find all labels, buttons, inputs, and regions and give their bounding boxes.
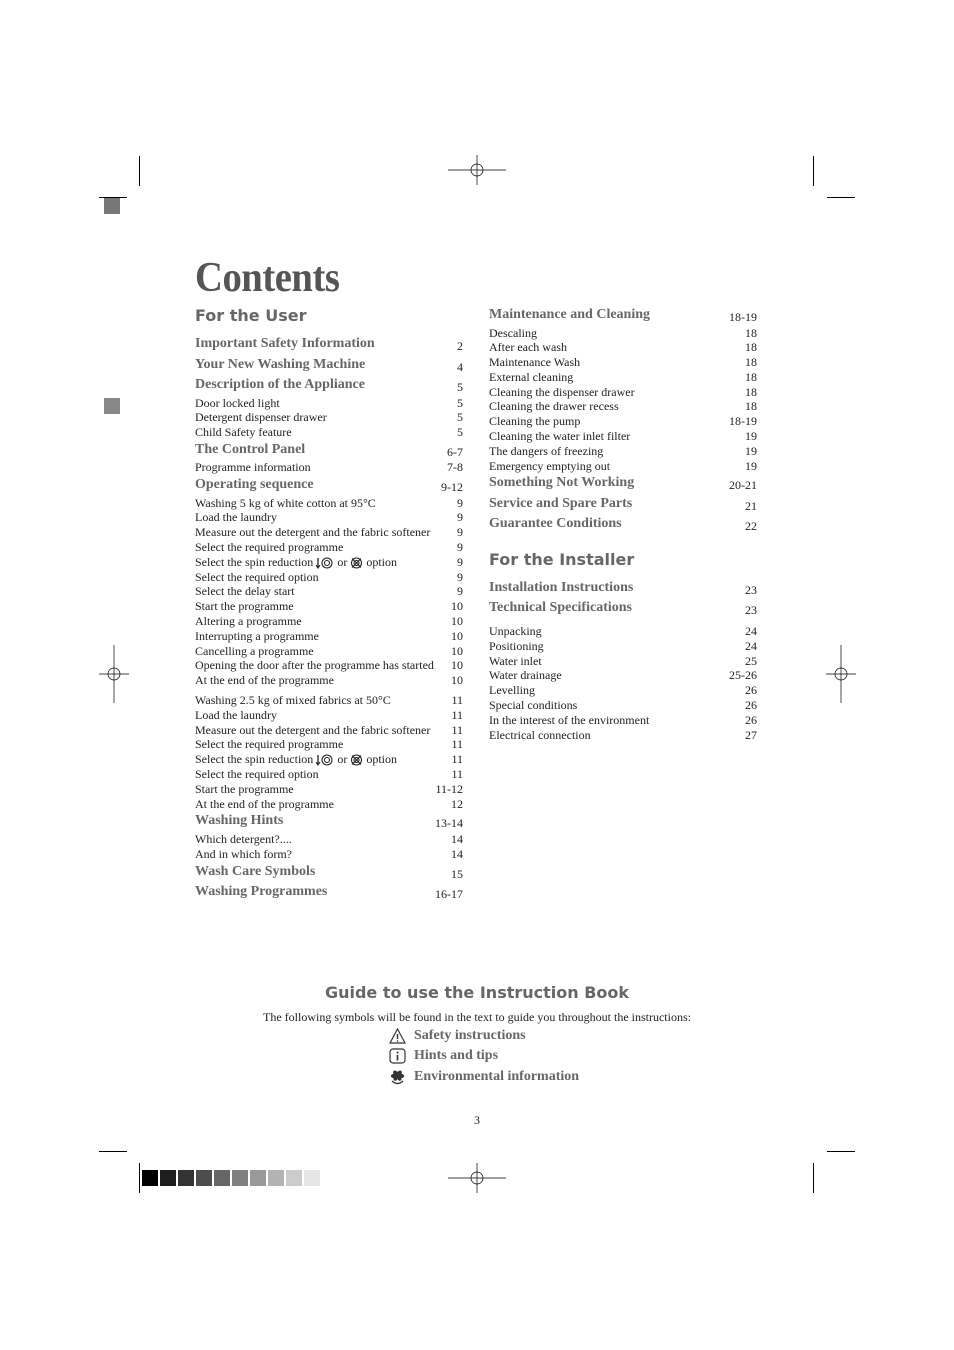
toc-page-number: 10	[451, 599, 463, 614]
toc-heading-entry	[489, 305, 757, 326]
toc-entry-title: Unpacking	[489, 623, 542, 638]
toc-page-number: 22	[745, 519, 757, 534]
registration-mark-icon	[448, 1163, 506, 1193]
toc-entry-title: External cleaning	[489, 369, 574, 384]
toc-entry-title: Washing 5 kg of white cotton at 95°C	[195, 495, 376, 510]
toc-entry-title: Measure out the detergent and the fabric softener	[195, 525, 431, 540]
toc-entry-title: Something Not Working	[489, 475, 635, 491]
toc-entry-title: Special conditions	[489, 697, 578, 712]
guide-subtitle: The following symbols will be found in the text to guide you throughout the instructions:	[263, 1010, 691, 1024]
toc-entry-title: Water inlet	[489, 653, 542, 668]
toc-entry	[489, 668, 757, 683]
toc-heading-entry	[489, 473, 757, 494]
toc-heading-entry	[489, 494, 757, 515]
color-swatch	[160, 1170, 176, 1186]
crop-mark	[99, 1151, 127, 1152]
legend-safety	[389, 1028, 526, 1044]
guide-title: Guide to use the Instruction Book	[324, 983, 630, 1002]
toc-page-number: 10	[451, 673, 463, 688]
toc-entry	[195, 629, 463, 644]
toc-page-number: 11	[451, 737, 463, 752]
toc-entry-title: And in which form?	[195, 846, 292, 861]
toc-entry-title: Opening the door after the programme has started	[195, 658, 434, 673]
toc-entry	[195, 525, 463, 540]
toc-entry-title: Child Safety feature	[195, 425, 292, 440]
toc-page-number: 7-8	[447, 460, 463, 475]
toc-entry-title: Washing 2.5 kg of mixed fabrics at 50°C	[195, 693, 391, 708]
toc-page-number: 5	[457, 410, 463, 425]
color-swatch	[232, 1170, 248, 1186]
toc-page-number: 2	[457, 339, 463, 353]
spin-suffix: option	[366, 752, 397, 767]
toc-entry	[195, 658, 463, 673]
legend-label: Environmental information	[414, 1069, 580, 1085]
toc-heading-entry	[195, 355, 463, 376]
toc-page-number: 9	[457, 554, 463, 569]
toc-entry-title: Cleaning the pump	[489, 414, 581, 429]
toc-entry-title: Load the laundry	[195, 510, 277, 525]
toc-entry	[489, 459, 757, 474]
spin-option-symbols	[313, 555, 397, 569]
toc-page-number: 18-19	[729, 414, 757, 429]
toc-page-number: 14	[451, 831, 463, 846]
toc-page-number: 18	[745, 340, 757, 355]
toc-heading-entry	[195, 475, 463, 496]
toc-entry	[195, 555, 463, 570]
toc-page-number: 18	[745, 384, 757, 399]
registration-mark-icon	[99, 645, 129, 703]
toc-page-number: 19	[745, 429, 757, 444]
toc-entry-title: Levelling	[489, 683, 535, 698]
grey-square-marker	[104, 198, 120, 214]
toc-entry	[195, 425, 463, 440]
color-swatch	[286, 1170, 302, 1186]
toc-page-number: 10	[451, 614, 463, 629]
toc-entry-title: Cleaning the water inlet filter	[489, 429, 631, 444]
toc-entry	[489, 429, 757, 444]
legend-hints	[389, 1048, 498, 1064]
warning-triangle-icon	[389, 1028, 406, 1044]
toc-entry	[489, 399, 757, 414]
environment-flower-icon	[389, 1069, 406, 1085]
no-spin-icon	[350, 557, 363, 569]
crop-mark	[139, 1163, 140, 1193]
toc-page-number: 9	[457, 510, 463, 525]
toc-page-number: 18	[745, 325, 757, 340]
toc-heading-entry	[489, 514, 757, 535]
toc-entry	[195, 752, 463, 767]
toc-entry-title: Washing Programmes	[195, 884, 328, 900]
toc-entry	[489, 713, 757, 728]
toc-entry-title: Interrupting a programme	[195, 628, 319, 643]
toc-entry-title: Measure out the detergent and the fabric softener	[195, 722, 431, 737]
registration-mark-icon	[826, 645, 856, 703]
toc-page-number: 19	[745, 443, 757, 458]
toc-entry-title: Cancelling a programme	[195, 643, 314, 658]
no-spin-icon	[350, 754, 363, 766]
color-swatch	[304, 1170, 320, 1186]
color-swatch	[214, 1170, 230, 1186]
spin-suffix: option	[366, 554, 397, 569]
spin-reduction-icon	[316, 557, 334, 569]
toc-page-number: 26	[745, 683, 757, 698]
toc-page-number: 13-14	[435, 816, 463, 831]
toc-heading-entry	[195, 882, 463, 903]
toc-list-installer	[489, 578, 757, 742]
toc-heading-entry	[195, 375, 463, 396]
toc-entry-title: After each wash	[489, 340, 567, 355]
toc-page-number: 6-7	[447, 444, 463, 459]
toc-entry	[195, 570, 463, 585]
toc-page-number: 11	[451, 693, 463, 708]
crop-mark	[827, 197, 855, 198]
toc-entry-title: Cleaning the drawer recess	[489, 399, 619, 414]
toc-page-number: 9	[457, 540, 463, 555]
toc-entry-title: Altering a programme	[195, 614, 302, 629]
toc-page-number: 16-17	[435, 887, 463, 902]
toc-entry	[195, 673, 463, 688]
crop-mark	[139, 156, 140, 186]
toc-page-number: 14	[451, 846, 463, 861]
section-heading-user: For the User	[195, 306, 307, 325]
toc-page-number: 25-26	[729, 668, 757, 683]
toc-entry	[489, 683, 757, 698]
toc-entry-title: Emergency emptying out	[489, 458, 611, 473]
toc-entry	[489, 370, 757, 385]
toc-entry	[195, 396, 463, 411]
toc-page-number: 10	[451, 628, 463, 643]
toc-page-number: 9-12	[441, 480, 463, 495]
crop-mark	[827, 1151, 855, 1152]
toc-page-number: 5	[457, 425, 463, 440]
toc-entry-title: At the end of the programme	[195, 796, 334, 811]
toc-page-number: 11-12	[435, 781, 463, 796]
toc-entry-title: Electrical connection	[489, 727, 591, 742]
toc-entry-title: Service and Spare Parts	[489, 495, 633, 511]
toc-entry-title: Important Safety Information	[195, 336, 375, 351]
toc-entry-title: Maintenance Wash	[489, 355, 581, 370]
toc-entry	[195, 540, 463, 555]
toc-heading-entry	[489, 578, 757, 599]
toc-entry-title: Installation Instructions	[489, 579, 634, 595]
toc-entry	[489, 340, 757, 355]
toc-entry	[195, 460, 463, 475]
toc-page-number: 18	[745, 355, 757, 370]
toc-page-number: 25	[745, 653, 757, 668]
toc-entry-title: Maintenance and Cleaning	[489, 307, 651, 322]
right-column	[489, 305, 757, 742]
toc-entry	[489, 355, 757, 370]
toc-entry-title: Select the required option	[195, 569, 319, 584]
toc-page-number: 9	[457, 584, 463, 599]
toc-entry-title: Positioning	[489, 638, 544, 653]
toc-page-number: 9	[457, 495, 463, 510]
color-swatch	[196, 1170, 212, 1186]
toc-heading-entry	[195, 334, 463, 355]
toc-entry-title: Description of the Appliance	[195, 377, 365, 392]
toc-page-number: 26	[745, 697, 757, 712]
page-number: 3	[474, 1113, 480, 1127]
toc-entry-title: Load the laundry	[195, 707, 277, 722]
toc-entry	[195, 410, 463, 425]
toc-entry-title: Washing Hints	[195, 813, 284, 829]
toc-entry-title: Operating sequence	[195, 477, 314, 493]
spin-connector: or	[337, 554, 348, 569]
info-icon	[389, 1048, 406, 1064]
toc-entry	[195, 723, 463, 738]
toc-page-number: 11	[451, 767, 463, 782]
toc-entry-title: Select the delay start	[195, 584, 295, 599]
toc-entry-title: Select the required programme	[195, 737, 344, 752]
toc-entry-title: Your New Washing Machine	[195, 356, 366, 372]
toc-entry	[195, 614, 463, 629]
crop-mark	[813, 1163, 814, 1193]
registration-mark-icon	[448, 155, 506, 185]
toc-page-number: 12	[451, 796, 463, 811]
toc-entry-title: Cleaning the dispenser drawer	[489, 384, 635, 399]
toc-entry-title: Guarantee Conditions	[489, 516, 622, 532]
legend-label: Hints and tips	[414, 1048, 499, 1064]
toc-entry-title: Technical Specifications	[489, 600, 632, 616]
toc-entry-title: The Control Panel	[195, 441, 306, 457]
spin-connector: or	[337, 752, 348, 767]
toc-entry-title: The dangers of freezing	[489, 443, 604, 458]
toc-entry-title: Descaling	[489, 325, 537, 340]
toc-entry-title: Select the spin reduction	[195, 752, 314, 767]
toc-entry	[489, 639, 757, 654]
toc-entry	[489, 728, 757, 743]
toc-page-number: 21	[745, 498, 757, 513]
toc-heading-entry	[195, 862, 463, 883]
toc-page-number: 18-19	[729, 310, 757, 324]
toc-entry	[195, 797, 463, 812]
page-title: Contents	[195, 255, 340, 301]
toc-page-number: 9	[457, 569, 463, 584]
toc-page-number: 24	[745, 638, 757, 653]
color-swatch	[142, 1170, 158, 1186]
toc-entry	[195, 510, 463, 525]
toc-entry-title: Select the spin reduction	[195, 554, 314, 569]
toc-entry-title: Which detergent?....	[195, 831, 292, 846]
toc-page-number: 27	[745, 727, 757, 742]
toc-entry-title: Start the programme	[195, 781, 294, 796]
toc-page-number: 11	[451, 752, 463, 767]
toc-page-number: 5	[457, 395, 463, 410]
toc-entry	[195, 832, 463, 847]
toc-entry-title: Select the required option	[195, 767, 319, 782]
toc-entry	[489, 654, 757, 669]
toc-page-number: 11	[451, 722, 463, 737]
toc-entry	[195, 782, 463, 797]
toc-page-number: 23	[745, 582, 757, 597]
toc-entry-title: Door locked light	[195, 395, 280, 410]
toc-list-right	[489, 305, 757, 535]
toc-entry	[195, 584, 463, 599]
toc-entry	[195, 496, 463, 511]
color-swatch	[250, 1170, 266, 1186]
toc-entry	[195, 644, 463, 659]
toc-page-number: 18	[745, 369, 757, 384]
left-column	[195, 305, 463, 903]
toc-entry	[195, 767, 463, 782]
legend-label: Safety instructions	[414, 1028, 526, 1044]
toc-page-number: 10	[451, 658, 463, 673]
toc-page-number: 10	[451, 643, 463, 658]
toc-entry-title: Detergent dispenser drawer	[195, 410, 327, 425]
toc-page-number: 11	[451, 707, 463, 722]
toc-entry	[489, 414, 757, 429]
toc-page-number: 4	[457, 359, 463, 374]
toc-page-number: 26	[745, 712, 757, 727]
toc-entry-title: Water drainage	[489, 668, 562, 683]
spin-reduction-icon	[316, 754, 334, 766]
toc-entry-title: Programme information	[195, 460, 311, 475]
toc-page-number: 19	[745, 458, 757, 473]
toc-entry-title: At the end of the programme	[195, 673, 334, 688]
toc-heading-entry	[195, 811, 463, 832]
spin-option-symbols	[313, 752, 397, 766]
toc-entry-title: Start the programme	[195, 599, 294, 614]
toc-page-number: 18	[745, 399, 757, 414]
toc-page-number: 15	[451, 866, 463, 881]
toc-page-number: 20-21	[729, 478, 757, 493]
toc-heading-entry	[489, 598, 757, 619]
toc-page-number: 24	[745, 623, 757, 638]
toc-entry-title: Wash Care Symbols	[195, 863, 316, 879]
toc-entry	[489, 444, 757, 459]
toc-entry	[195, 599, 463, 614]
toc-entry	[489, 385, 757, 400]
toc-entry	[195, 847, 463, 862]
toc-heading-entry	[195, 440, 463, 461]
color-swatch	[178, 1170, 194, 1186]
toc-entry	[489, 326, 757, 341]
toc-entry	[195, 693, 463, 708]
toc-page-number: 9	[457, 525, 463, 540]
toc-page-number: 5	[457, 380, 463, 394]
toc-entry-title: Select the required programme	[195, 540, 344, 555]
toc-entry	[489, 624, 757, 639]
crop-mark	[813, 156, 814, 186]
section-heading-installer: For the Installer	[489, 549, 635, 569]
toc-list-left	[195, 334, 463, 903]
toc-entry-title: In the interest of the environment	[489, 712, 650, 727]
toc-page-number: 23	[745, 603, 757, 618]
legend-environment	[389, 1069, 579, 1085]
toc-entry	[195, 708, 463, 723]
grey-square-marker	[104, 398, 120, 414]
color-swatch	[268, 1170, 284, 1186]
toc-entry	[489, 698, 757, 713]
toc-entry	[195, 737, 463, 752]
